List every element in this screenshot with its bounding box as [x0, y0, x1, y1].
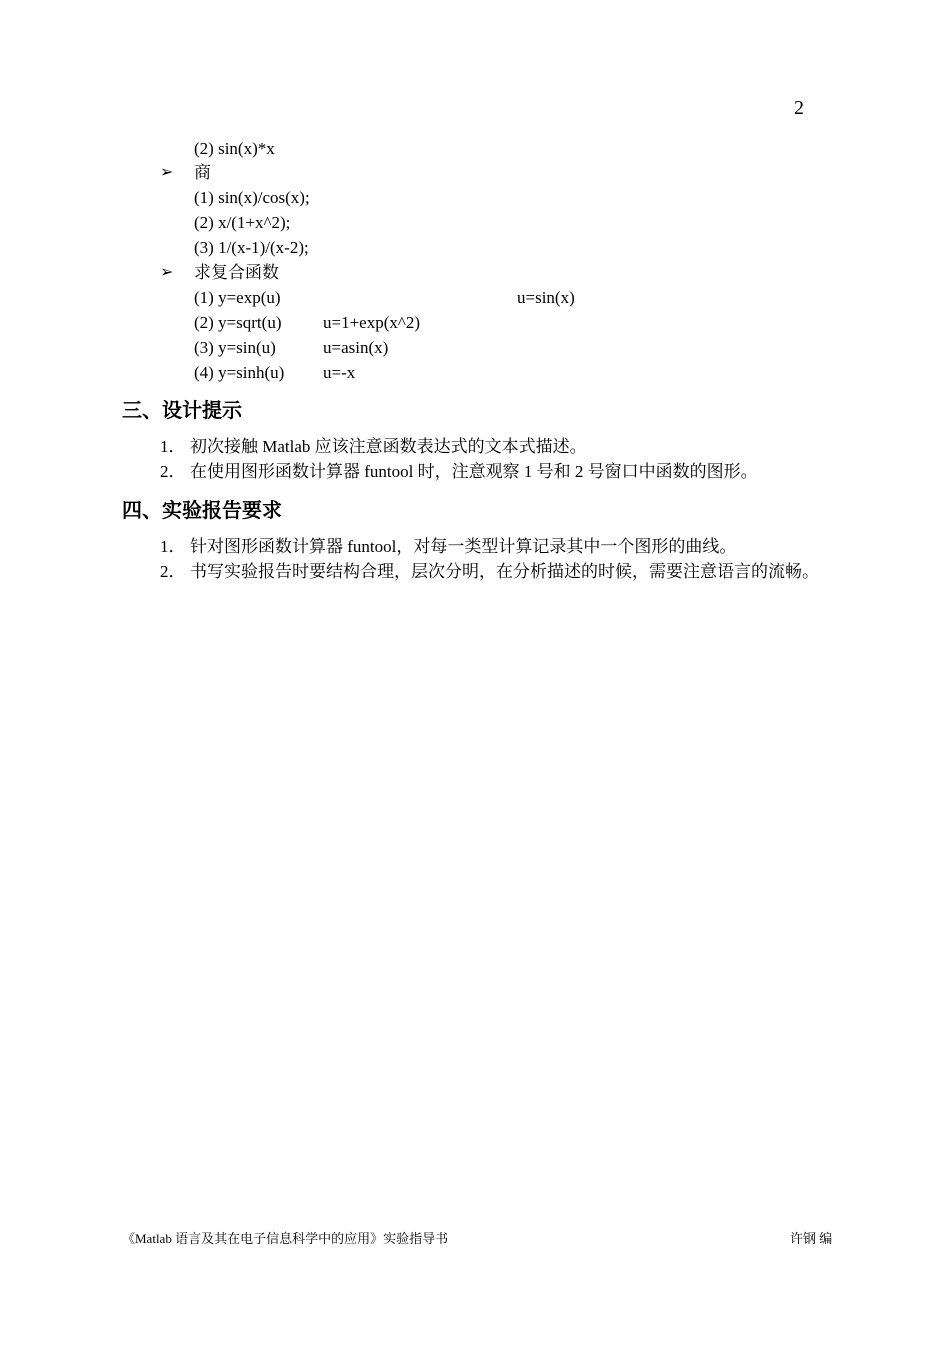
- composite-row-1: [194, 287, 575, 309]
- list-number: 2．: [160, 562, 186, 581]
- composite-u: u=sin(x): [517, 288, 575, 307]
- section-heading-report-requirements: 四、实验报告要求: [122, 498, 282, 522]
- composite-y: (4) y=sinh(u): [194, 363, 285, 382]
- composite-label: 求复合函数: [194, 263, 279, 282]
- quotient-item-2: (2) x/(1+x^2);: [194, 213, 291, 232]
- composite-u: u=1+exp(x^2): [323, 313, 421, 332]
- list-number: 1．: [160, 437, 186, 456]
- composite-row-3: [194, 337, 389, 359]
- list-item: 在使用图形函数计算器 funtool 时，注意观察 1 号和 2 号窗口中函数的图形。: [190, 462, 758, 481]
- composite-y: (1) y=exp(u): [194, 288, 281, 307]
- footer-book-title: 《Matlab 语言及其在电子信息科学中的应用》实验指导书: [122, 1231, 449, 1246]
- arrow-bullet-icon: ➢: [160, 164, 174, 181]
- product-item-2: (2) sin(x)*x: [194, 139, 275, 158]
- section-heading-design-hints: 三、设计提示: [122, 398, 242, 422]
- list-item: 初次接触 Matlab 应该注意函数表达式的文本式描述。: [190, 437, 587, 456]
- list-item: 针对图形函数计算器 funtool，对每一类型计算记录其中一个图形的曲线。: [190, 537, 737, 556]
- composite-row-2: [194, 312, 421, 334]
- list-number: 1．: [160, 537, 186, 556]
- arrow-bullet-icon: ➢: [160, 264, 174, 281]
- footer-author: 许钢 编: [790, 1231, 833, 1246]
- composite-row-4: [194, 362, 356, 384]
- list-item: 书写实验报告时要结构合理，层次分明，在分析描述的时候，需要注意语言的流畅。: [190, 562, 819, 581]
- composite-y: (3) y=sin(u): [194, 338, 276, 357]
- composite-u: u=asin(x): [323, 338, 389, 357]
- page-number: 2: [794, 97, 804, 119]
- quotient-item-1: (1) sin(x)/cos(x);: [194, 188, 310, 207]
- composite-y: (2) y=sqrt(u): [194, 313, 282, 332]
- composite-u: u=-x: [323, 363, 356, 382]
- list-number: 2．: [160, 462, 186, 481]
- quotient-label: 商: [194, 163, 211, 182]
- quotient-item-3: (3) 1/(x-1)/(x-2);: [194, 238, 309, 257]
